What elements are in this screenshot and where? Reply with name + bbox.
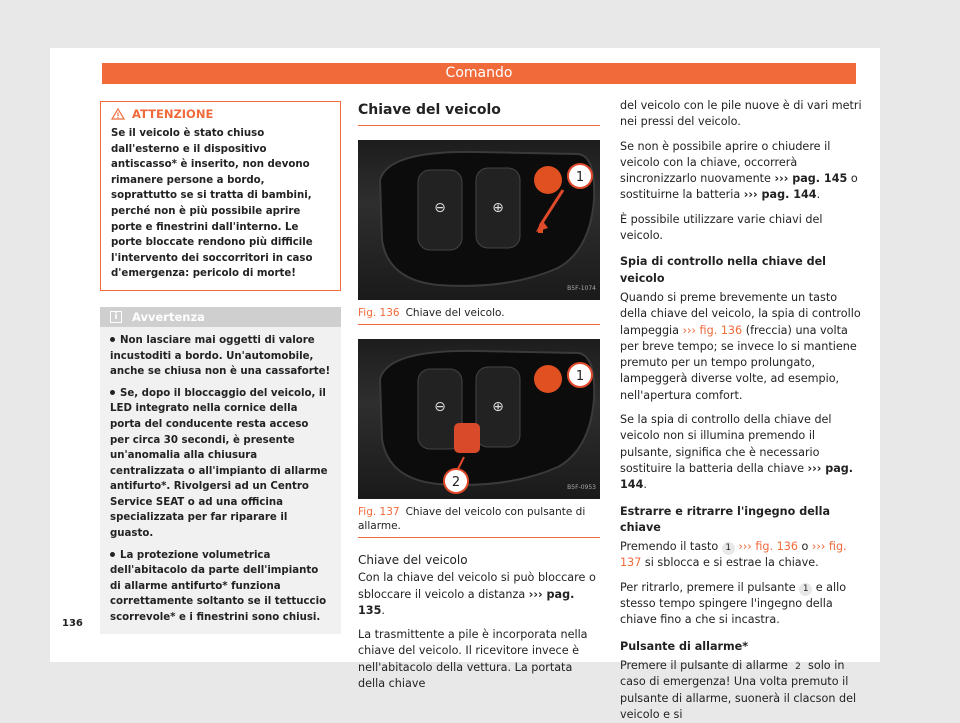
warning-triangle-icon — [111, 108, 125, 120]
key-illustration — [358, 140, 600, 300]
svg-text:⊕: ⊕ — [492, 200, 504, 216]
figure-code: B5F-0953 — [567, 483, 596, 491]
section-title: Chiave del veicolo — [358, 101, 600, 126]
note-item: Se, dopo il bloccaggio del veicolo, il LED integrato nella cornice della porta del conducente resta acceso per circa 30 secondi, è presente un'anomalia alla chiusura centralizzata o all'impianto di allarme antifurto*. Rivolgersi ad un Centro Service SEAT o ad una officina specializzata per far riparare il guasto. — [110, 387, 328, 540]
paragraph: Per ritrarlo, premere il pulsante 1 e allo stesso tempo spingere l'ingegno della chiave fino a che si incastra. — [620, 580, 847, 627]
svg-text:⊕: ⊕ — [492, 399, 504, 415]
page-reference-link[interactable]: ››› pag. 144 — [620, 461, 854, 492]
warning-title: ATTENZIONE — [111, 106, 330, 122]
page-header: Comando — [102, 63, 856, 84]
page-reference-link[interactable]: ››› pag. 135 — [358, 587, 575, 617]
callout-1-label: 1 — [575, 170, 585, 185]
bullet-icon — [110, 552, 115, 557]
warning-text: Se il veicolo è stato chiuso dall'esterno e il dispositivo antiscasso* è inserito, non devono rimanere persone a bordo, soprattutto se si tratta di bambini, perché non è più possibile aprire porte e finestrini dall'interno. Le porte bloccate rendono più difficile l'intervento dei soccorritori in caso d'emergenza: pericolo di morte! — [111, 128, 313, 280]
paragraph: Premere il pulsante di allarme 2 solo in caso di emergenza! Una volta premuto il pulsante di allarme, suonerà il clacson del veicolo e si — [620, 658, 857, 721]
page-reference-link[interactable]: ››› pag. 144 — [743, 188, 817, 202]
paragraph: La trasmittente a pile è incorporata nella chiave del veicolo. Il ricevitore invece è nell'abitacolo della vettura. La portata della chiave — [358, 628, 588, 691]
paragraph: Con la chiave del veicolo si può bloccare o sbloccare il veicolo a distanza ››› pag. 135. — [358, 571, 596, 617]
figure-reference-link[interactable]: ››› fig. 136 — [682, 323, 743, 337]
note-item: Non lasciare mai oggetti di valore incustoditi a bordo. Un'automobile, anche se chiusa non è una cassaforte! — [110, 334, 331, 378]
note-item: La protezione volumetrica dell'abitacolo da parte dell'impianto di allarme antifurto* funziona correttamente soltanto se il tettuccio scorrevole* e i finestrini sono chiusi. — [110, 549, 327, 624]
callout-marker: 1 — [799, 583, 812, 596]
figure-137 — [358, 339, 600, 538]
subsection-title: Spia di controllo nella chiave del veicolo — [620, 255, 827, 285]
paragraph: del veicolo con le pile nuove è di vari metri nei pressi del veicolo. — [620, 99, 862, 129]
svg-text:⊖: ⊖ — [434, 399, 446, 415]
figure-reference-link[interactable]: ››› fig. 137 — [620, 540, 847, 570]
key-alarm-illustration — [358, 339, 600, 499]
callout-marker: 1 — [722, 542, 735, 555]
figure-code: B5F-1074 — [567, 284, 596, 292]
figure-136 — [358, 140, 600, 325]
bullet-icon — [110, 337, 115, 342]
page-reference-link[interactable]: ››› pag. 145 — [774, 172, 848, 186]
note-title: i Avvertenza — [100, 307, 341, 327]
callout-2-label: 2 — [451, 475, 461, 490]
paragraph: Se la spia di controllo della chiave del veicolo non si illumina premendo il pulsante, significa che è necessario sostituire la batteria della chiave ››› pag. 144. — [620, 413, 854, 492]
manual-page — [50, 48, 880, 721]
svg-text:⊖: ⊖ — [434, 200, 446, 216]
figure-reference-link[interactable]: ››› fig. 136 — [734, 540, 798, 554]
figure-caption: Fig. 136 Chiave del veicolo. — [358, 307, 505, 319]
subsection-title: Estrarre e ritrarre l'ingegno della chiave — [620, 504, 831, 534]
paragraph: Quando si preme brevemente un tasto della chiave del veicolo, la spia di controllo lampeggia ››› fig. 136 (freccia) una volta per breve tempo; se invece lo si mantiene premuto per un tempo prolungato, lampeggerà diverse volte, ad esempio, nell'apertura comfort. — [620, 290, 861, 402]
info-icon: i — [110, 311, 122, 323]
subsection-title: Chiave del veicolo — [358, 553, 468, 567]
right-column — [620, 98, 862, 723]
page-number: 136 — [62, 618, 83, 629]
figure-caption: Fig. 137 Chiave del veicolo con pulsante di allarme. — [358, 506, 586, 532]
key-alarm-image — [358, 339, 600, 499]
middle-column — [358, 101, 600, 692]
callout-1-label: 1 — [575, 369, 585, 384]
key-image — [358, 140, 600, 300]
paragraph: Se non è possibile aprire o chiudere il veicolo con la chiave, occorrerà sincronizzarlo nuovamente ››› pag. 145 o sostituirne la batteria ››› pag. 144. — [620, 139, 858, 202]
warning-box — [100, 101, 341, 291]
note-box — [100, 307, 341, 634]
left-column — [100, 101, 341, 634]
subsection-title: Pulsante di allarme* — [620, 639, 749, 653]
paragraph: È possibile utilizzare varie chiavi del veicolo. — [620, 212, 823, 243]
paragraph: Premendo il tasto 1 ››› fig. 136 o ››› fig. 137 si sblocca e si estrae la chiave. — [620, 540, 847, 570]
bullet-icon — [110, 390, 115, 395]
callout-marker: 2 — [791, 661, 804, 674]
